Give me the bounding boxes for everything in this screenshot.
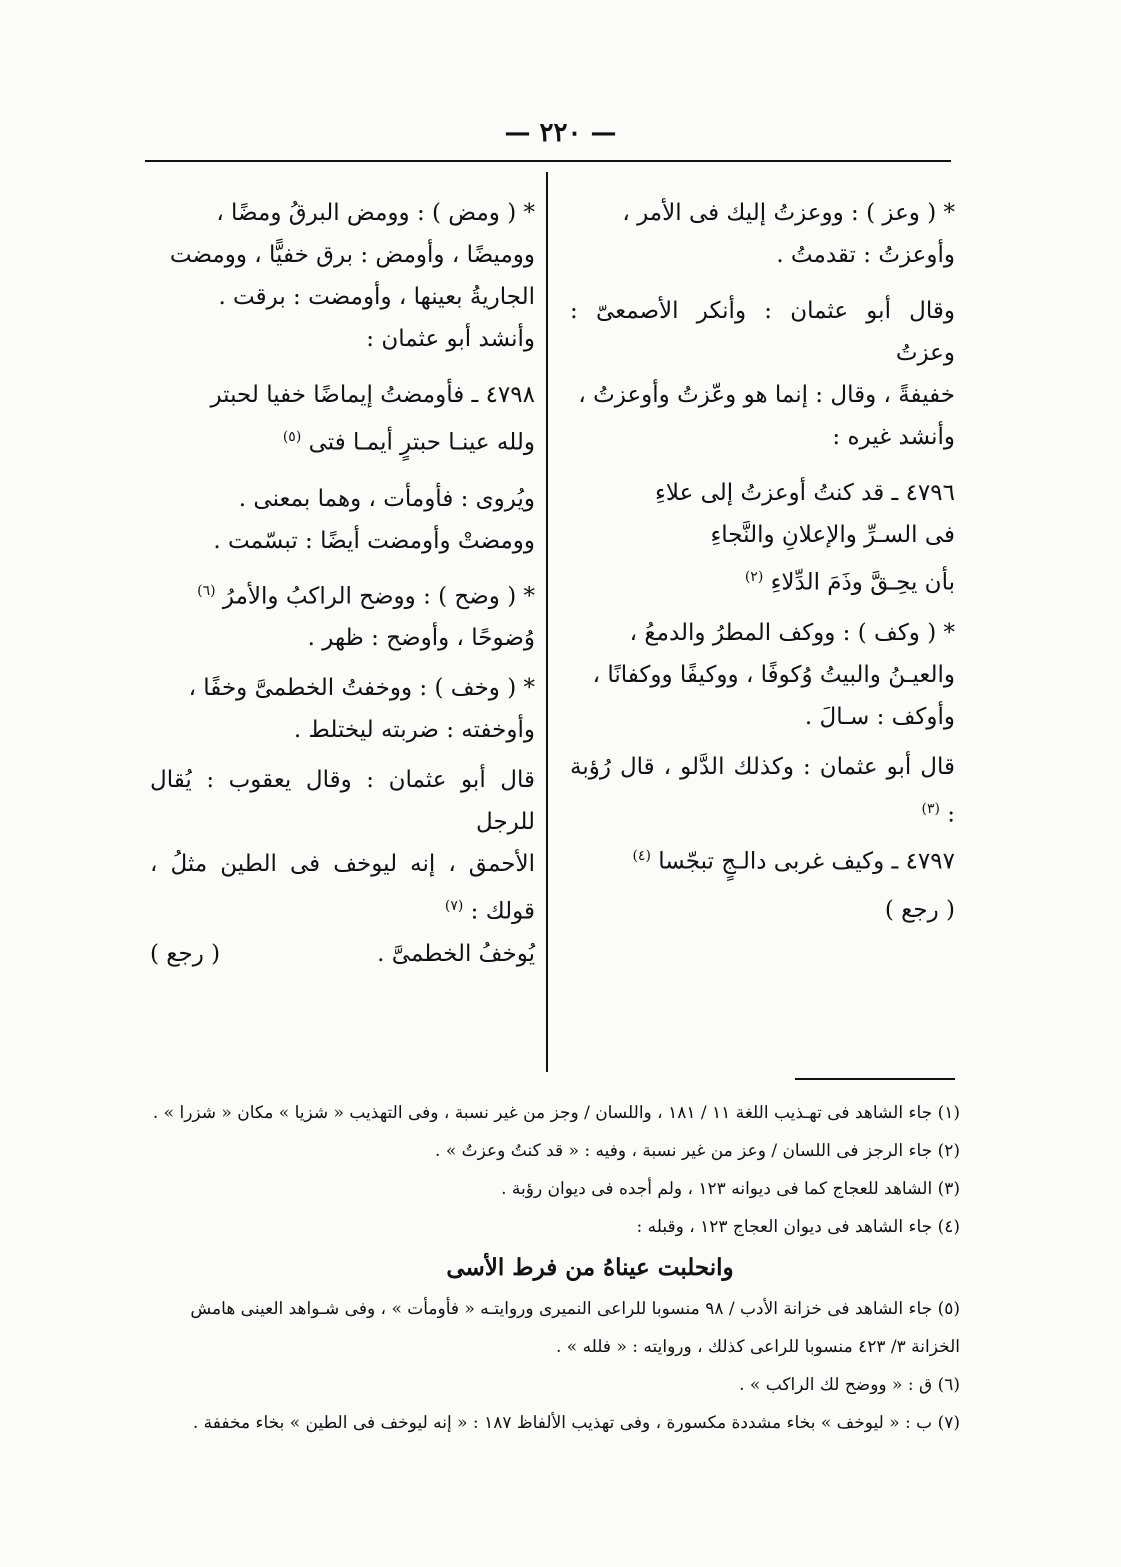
page-number: — ٢٢٠ — [504, 118, 617, 148]
column-divider [546, 172, 548, 1072]
entry-wakhaf-line [150, 933, 535, 975]
footnote-3: (٣) الشاهد للعجاج كما فى ديوانه ١٢٣ ، ولم أجده فى ديوان رؤبة . [501, 1179, 960, 1199]
entry-waaz-line: * ( وعز ) : ووعزتُ إليك فى الأمر ، [622, 200, 955, 226]
verse-4796-text: بأن يحِـقَّ وذَمَ الدِّلاءِ [770, 569, 955, 596]
footnote-rule [795, 1078, 955, 1080]
verse-4798-line: ٤٧٩٨ ـ فأومضتُ إيماضًا خفيا لحبتر [210, 382, 535, 408]
left-column [150, 192, 535, 975]
footnotes [140, 1094, 960, 1442]
verse-4796-line [570, 556, 955, 604]
entry-wakhaf-text: يُوخفُ الخطمىَّ . [377, 940, 535, 967]
entry-waaz-line: وأنشد غيره : [832, 424, 955, 450]
footnote-5: (٥) جاء الشاهد فى خزانة الأدب / ٩٨ منسوبا للراعى النميرى وروايتـه « فأومأت » ، وفى شـواهد العينى هامش [190, 1299, 960, 1319]
footnote-ref: (٧) [444, 898, 464, 915]
raja-label: ( رجع ) [150, 940, 221, 967]
footnote-ref: (٤) [632, 848, 651, 865]
footnote-2: (٢) جاء الرجز فى اللسان / وعز من غير نسبة ، وفيه : « قد كنتُ وعزتُ » . [435, 1141, 960, 1161]
footnote-1: (١) جاء الشاهد فى تهـذيب اللغة ١١ / ١٨١ ، واللسان / وجز من غير نسبة ، وفى التهذيب « شزيا » مكان « شزرا » . [152, 1103, 960, 1123]
footnote-4: (٤) جاء الشاهد فى ديوان العجاج ١٢٣ ، وقبله : [636, 1217, 960, 1237]
entry-wakaf-line: * ( وكف ) : ووكف المطرُ والدمعُ ، [629, 619, 955, 646]
entry-wakhaf-line: * ( وخف ) : ووخفتُ الخطمىَّ وخفًا ، [188, 675, 535, 702]
raja-label: ( رجع ) [884, 896, 955, 923]
entry-wadah-line [150, 570, 535, 618]
entry-wakaf-text: قال أبو عثمان : وكذلك الدَّلو ، قال رُؤبة : [570, 753, 955, 828]
entry-wamad-line: ويُروى : فأومأت ، وهما بمعنى . [238, 485, 535, 512]
entry-wamad-line: * ( ومض ) : وومض البرقُ ومضًا ، [216, 200, 535, 226]
entry-wakhaf-line: وأوخفته : ضربته ليختلط . [293, 717, 535, 744]
header-rule [145, 160, 951, 162]
verse-4798-line [150, 416, 535, 464]
footnote-ref: (٦) [197, 582, 216, 599]
entry-wakhaf-line [150, 843, 535, 933]
right-column [570, 192, 955, 931]
footnote-6: (٦) ق : « ووضح لك الراكب » . [739, 1375, 960, 1395]
entry-wadah-line: وُضوحًا ، وأوضح : ظهر . [307, 625, 535, 652]
entry-wadah-text: * ( وضح ) : ووضح الراكبُ والأمرُ [222, 583, 535, 610]
verse-4796-line: فى السـرِّ والإعلانِ والنَّجاءِ [710, 522, 955, 548]
verse-4797 [570, 835, 955, 883]
entry-waaz-line: خفيفةً ، وقال : إنما هو وعّزتُ وأوعزتُ ، [578, 382, 955, 408]
verse-4797-text: ٤٧٩٧ ـ وكيف غربى دالـجٍ تبجّسا [658, 848, 955, 875]
entry-wakaf-line: والعيـنُ والبيتُ وُكوفًا ، ووكيفًا ووكفانًا ، [592, 661, 955, 688]
verse-4798-text: ولله عينـا حبترٍ أيمـا فتى [308, 429, 535, 456]
footnote-ref: (٥) [282, 429, 302, 445]
entry-wakhaf-text: الأحمق ، إنه ليوخف فى الطين مثلُ ، قولك : [150, 851, 535, 925]
footnote-ref: (٢) [744, 569, 764, 585]
entry-wakaf-line: وأوكف : سـالَ . [804, 703, 955, 730]
footnote-7: (٧) ب : « ليوخف » بخاء مشددة مكسورة ، وفى تهذيب الألفاظ ١٨٧ : « إنه ليوخف فى الطين » بخاء مخففة . [192, 1413, 960, 1433]
entry-waaz-line: وقال أبو عثمان : وأنكر الأصمعىّ : وعزتُ [570, 298, 955, 366]
entry-wamad-line: الجاريةُ بعينها ، وأومضت : برقت . [218, 284, 535, 310]
entry-wamad-line: وأنشد أبو عثمان : [366, 326, 535, 352]
raja-marker [570, 889, 955, 931]
footnote-ref: (٣) [921, 800, 940, 817]
entry-wamad-line: وومضتْ وأومضت أيضًا : تبسّمت . [213, 527, 535, 554]
footnote-5-continued: الخزانة ٣/ ٤٢٣ منسوبا للراعى كذلك ، وروايته : « فلله » . [555, 1337, 960, 1357]
entry-waaz-line: وأوعزتُ : تقدمتُ . [776, 242, 955, 268]
entry-wakhaf-line: قال أبو عثمان : وقال يعقوب : يُقال للرجل [150, 767, 535, 836]
entry-wakaf-line [570, 746, 955, 836]
footnote-4-verse: وانحلبت عيناهُ من فرط الأسى [446, 1254, 734, 1281]
entry-wamad-line: ووميضًا ، وأومض : برق خفيًّا ، وومضت [169, 242, 535, 268]
verse-4796-line: ٤٧٩٦ ـ قد كنتُ أوعزتُ إلى علاءِ [655, 480, 955, 506]
